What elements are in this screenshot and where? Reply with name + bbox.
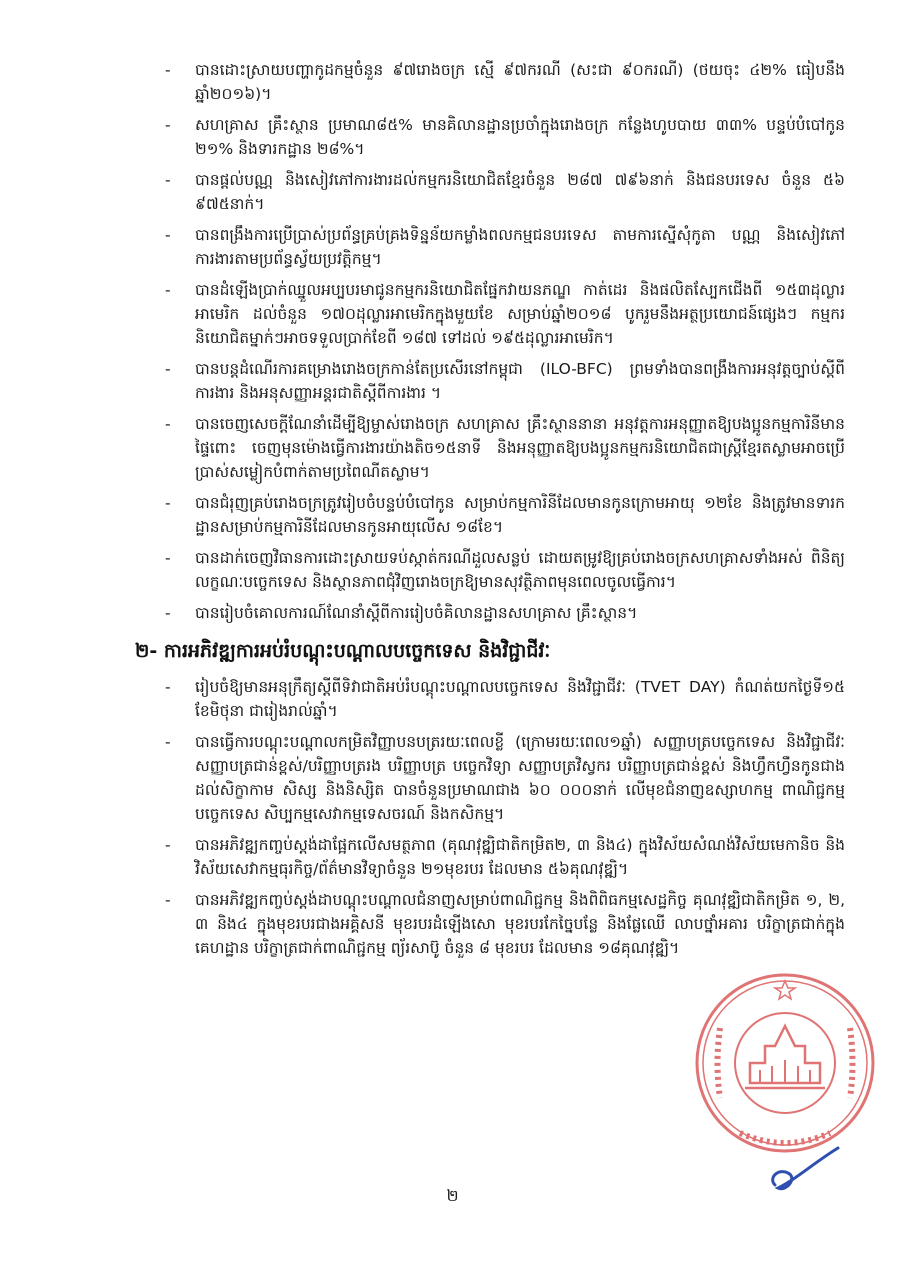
bullet-dash: - [165, 891, 171, 909]
list-item [165, 113, 845, 161]
bullet-dash: - [165, 171, 171, 189]
bullet-dash: - [165, 281, 171, 299]
section-heading: ២- ការអភិវឌ្ឍការអប់រំបណ្តុះបណ្តាលបច្ចេកទេស និងវិជ្ជាជីវៈ [135, 640, 551, 662]
official-seal-icon [690, 968, 880, 1158]
bullet-dash: - [165, 604, 171, 622]
list-item-text: បានដោះស្រាយបញ្ហាកូដកម្មចំនួន ៩៧រោងចក្រ ស្មើ ៩៧ករណី (សះជា ៩០ករណី) (ថយចុះ ៤២% ធៀបនឹងឆ្នាំ២០១៦)។ [195, 61, 845, 103]
bullet-dash: - [165, 678, 171, 696]
list-item [165, 601, 845, 625]
list-item [165, 730, 845, 826]
list-item-text: រៀបចំឱ្យមានអនុក្រឹត្យស្តីពីទិវាជាតិអប់រំបណ្តុះបណ្តាលបច្ចេកទេស និងវិជ្ជាជីវៈ (TVET DAY) កំណត់យកថ្ងៃទី១៥ ខែមិថុនា ជារៀងរាល់ឆ្នាំ។ [195, 678, 845, 720]
list-item [165, 357, 845, 405]
bullet-dash: - [165, 494, 171, 512]
list-item [165, 833, 845, 881]
bullet-dash: - [165, 360, 171, 378]
page-number: ២ [446, 1186, 459, 1205]
bullet-dash: - [165, 733, 171, 751]
list-item-text: បានរៀបចំគោលការណ៍ណែនាំស្តីពីការរៀបចំគិលានដ្ឋានសហគ្រាស គ្រឹះស្ថាន។ [195, 604, 638, 622]
list-item-text: បានផ្តល់បណ្ណ និងសៀវភៅការងារដល់កម្មករនិយោជិតខ្មែរចំនួន ២៨៧ ៧៩៦នាក់ និងជនបរទេស ចំនួន ៥៦ ៩៧៥នាក់។ [195, 171, 845, 213]
list-item-text: បានជំរុញគ្រប់រោងចក្រត្រូវរៀបចំបន្ទប់បំបៅកូន សម្រាប់កម្មការិនីដែលមានកូនក្រោមអាយុ ១២ខែ និងត្រូវមានទារកដ្ឋានសម្រាប់កម្មការិនីដែលមានកូនអាយុលើស ១៨ខែ។ [195, 494, 845, 536]
list-item [165, 168, 845, 216]
list-item [165, 412, 845, 484]
list-item-text: បានចេញសេចក្តីណែនាំដើម្បីឱ្យម្ចាស់រោងចក្រ សហគ្រាស គ្រឹះស្ថាននានា អនុវត្តការអនុញ្ញាតឱ្យបងប្អូនកម្មការិនីមានផ្ទៃពោះ ចេញមុនម៉ោងធ្វើការងារយ៉ាងតិច១៥នាទី និងអនុញ្ញាតឱ្យបងប្អូនកម្មករនិយោជិតជាស្ត្រីខ្មែរតស្លាមអាចប្រើប្រាស់សម្លៀកបំពាក់តាមប្រពៃណីតស្លាម។ [195, 415, 845, 481]
list-item-text: បានដាក់ចេញវិធានការដោះស្រាយទប់ស្កាត់ករណីដួលសន្លប់ ដោយតម្រូវឱ្យគ្រប់រោងចក្រសហគ្រាសទាំងអស់ ពិនិត្យលក្ខណៈបច្ចេកទេស និងស្ថានភាពជុំវិញរោងចក្រឱ្យមានសុវត្ថិភាពមុនពេលចូលធ្វើការ។ [195, 549, 845, 591]
list-item-text: បានពង្រឹងការប្រើប្រាស់ប្រព័ន្ធគ្រប់គ្រងទិន្នន័យកម្លាំងពលកម្មជនបរទេស តាមការស្នើសុំកូតា បណ្ណ និងសៀវភៅការងារតាមប្រព័ន្ធស្វ័យប្រវត្តិកម្ម។ [195, 226, 845, 268]
list-item [165, 491, 845, 539]
list-item [165, 888, 845, 960]
bullet-dash: - [165, 61, 171, 79]
list-item [165, 58, 845, 106]
list-item-text: បានអភិវឌ្ឍកញ្ចប់ស្តង់ដាផ្អែកលើសមត្ថភាព (គុណវុឌ្ឍិជាតិកម្រិត២, ៣ និង៤) ក្នុងវិស័យសំណង់វិស័យមេកានិច និងវិស័យសេវាកម្មធុរកិច្ច/ព័ត៌មានវិទ្យាចំនួន ២១មុខរបរ ដែលមាន ៥៦គុណវុឌ្ឍិ។ [195, 836, 845, 878]
list-item [165, 675, 845, 723]
list-item-text: បានដំឡើងប្រាក់ឈ្នួលអប្បបរមាជូនកម្មករនិយោជិតផ្នែកវាយនភណ្ឌ កាត់ដេរ និងផលិតស្បែកជើងពី ១៥៣ដុល្លារអាមេរិក ដល់ចំនួន ១៧០ដុល្លារអាមេរិកក្នុងមួយខែ សម្រាប់ឆ្នាំ២០១៨ បូករួមនឹងអត្ថប្រយោជន៍ផ្សេងៗ កម្មករនិយោជិតម្នាក់ៗអាចទទួលប្រាក់ខែពី ១៨៧ ទៅដល់ ១៩៥ដុល្លារអាមេរិក។ [195, 281, 845, 347]
bullet-dash: - [165, 116, 171, 134]
bullet-dash: - [165, 836, 171, 854]
bullet-dash: - [165, 549, 171, 567]
list-item-text: បានធ្វើការបណ្តុះបណ្តាលកម្រិតវិញ្ញាបនបត្ររយៈពេលខ្លី (ក្រោមរយៈពេល១ឆ្នាំ) សញ្ញាបត្របច្ចេកទេស និងវិជ្ជាជីវៈ សញ្ញាបត្រជាន់ខ្ពស់/បរិញ្ញាបត្ររង បរិញ្ញាបត្រ បច្ចេកវិទ្យា សញ្ញាបត្រវិស្វករ បរិញ្ញាបត្រជាន់ខ្ពស់ និងហ្វឹកហ្វឺនកូនជាងដល់សិក្ខាកាម សិស្ស និងនិស្សិត បានចំនួនប្រមាណជាង ៦០ ០០០នាក់ លើមុខជំនាញឧស្សាហកម្ម ពាណិជ្ជកម្ម បច្ចេកទេស សិប្បកម្មសេវាកម្មទេសចរណ៍ និងកសិកម្ម។ [195, 733, 845, 823]
list-item-text: បានអភិវឌ្ឍកញ្ចប់ស្តង់ដាបណ្តុះបណ្តាលជំនាញសម្រាប់ពាណិជ្ជកម្ម និងពិពិធកម្មសេដ្ឋកិច្ច គុណវុឌ្ឍិជាតិកម្រិត ១, ២, ៣ និង៤ ក្នុងមុខរបរជាងអគ្គិសនី មុខរបរដំឡើងសោ មុខរបរកែច្នៃបន្លែ និងផ្លែឈើ លាបថ្នាំអគារ បរិក្ខាត្រជាក់ក្នុងគេហដ្ឋាន បរិក្ខាត្រជាក់ពាណិជ្ជកម្ម ព្យ័រសាប៊ូ ចំនួន ៨ មុខរបរ ដែលមាន ១៨គុណវុឌ្ឍិ។ [195, 891, 845, 957]
list-item-text: សហគ្រាស គ្រឹះស្ថាន ប្រមាណ៨៥% មានគិលានដ្ឋានប្រចាំក្នុងរោងចក្រ កន្លែងហូបបាយ ៣៣% បន្ទប់បំបៅកូន ២១% និងទារកដ្ឋាន ២៨%។ [195, 116, 845, 158]
list-item [165, 223, 845, 271]
bullet-dash: - [165, 226, 171, 244]
list-item [165, 278, 845, 350]
list-item [165, 546, 845, 594]
list-item-text: បានបន្តដំណើរការគម្រោងរោងចក្រកាន់តែប្រសើរនៅកម្ពុជា (ILO-BFC) ព្រមទាំងបានពង្រឹងការអនុវត្តច្បាប់ស្តីពីការងារ និងអនុសញ្ញាអន្តរជាតិស្តីពីការងារ ។ [195, 360, 845, 402]
page-content [135, 58, 845, 967]
bullet-dash: - [165, 415, 171, 433]
